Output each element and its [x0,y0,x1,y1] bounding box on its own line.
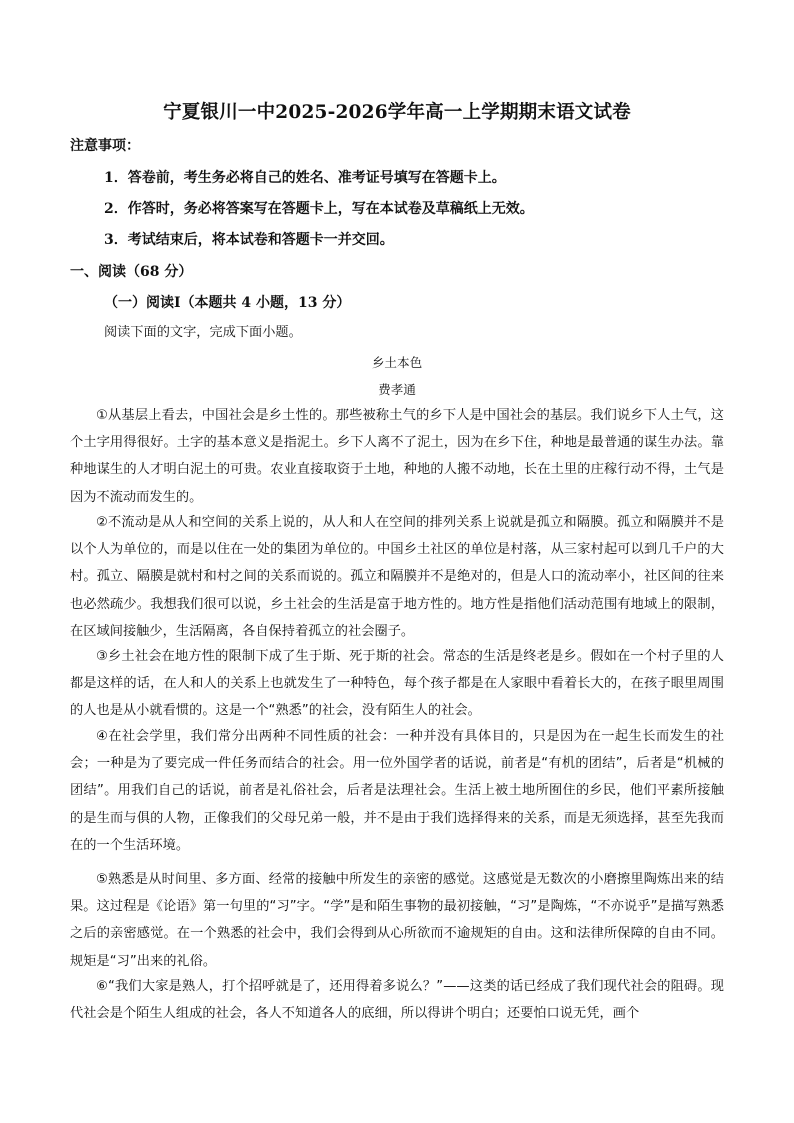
passage-paragraph-6: ⑥“我们大家是熟人，打个招呼就是了，还用得着多说么？”——这类的话已经成了我们现代社会的阻碍。现代社会是个陌生人组成的社会，各人不知道各人的底细，所以得讲个明白；还要怕口说无凭，画个 [70,979,724,1022]
passage-paragraph-5: ⑤熟悉是从时间里、多方面、经常的接触中所发生的亲密的感觉。这感觉是无数次的小磨擦里陶炼出来的结果。这过程是《论语》第一句里的“习”字。“学”是和陌生事物的最初接触，“习”是陶炼，“不亦说乎”是描写熟悉之后的亲密感觉。在一个熟悉的社会中，我们会得到从心所欲而不逾规矩的自由。这和法律所保障的自由不同。规矩是“习”出来的礼俗。 [70,872,724,969]
notice-item-2: 2．作答时，务必将答案写在答题卡上，写在本试卷及草稿纸上无效。 [104,201,534,217]
passage-paragraph-4: ④在社会学里，我们常分出两种不同性质的社会：一种并没有具体目的，只是因为在一起生长而发生的社会；一种是为了要完成一件任务而结合的社会。用一位外国学者的话说，前者是“有机的团结”，后者是“机械的团结”。用我们自己的话说，前者是礼俗社会，后者是法理社会。生活上被土地所囿住的乡民，他们平素所接触的是生而与俱的人物，正像我们的父母兄弟一般，并不是由于我们选择得来的关系，而是无须选择，甚至先我而在的一个生活环境。 [70,729,724,853]
passage-paragraph-2: ②不流动是从人和空间的关系上说的，从人和人在空间的排列关系上说就是孤立和隔膜。孤立和隔膜并不是以个人为单位的，而是以住在一处的集团为单位的。中国乡土社区的单位是村落，从三家村起可以到几千户的大村。孤立、隔膜是就村和村之间的关系而说的。孤立和隔膜并不是绝对的，但是人口的流动率小，社区间的往来也必然疏少。我想我们很可以说，乡土社会的生活是富于地方性的。地方性是指他们活动范围有地域上的限制，在区域间接触少，生活隔离，各自保持着孤立的社会圈子。 [70,515,724,639]
passage-author: 费孝通 [378,382,416,397]
section-heading: 一、阅读（68 分） [70,264,193,280]
notice-item-1: 1．答卷前，考生务必将自己的姓名、准考证号填写在答题卡上。 [104,170,506,186]
passage-title: 乡土本色 [371,355,423,370]
subsection-heading: （一）阅读Ⅰ（本题共 4 小题，13 分） [104,295,351,311]
passage-paragraph-3: ③乡土社会在地方性的限制下成了生于斯、死于斯的社会。常态的生活是终老是乡。假如在一个村子里的人都是这样的话，在人和人的关系上也就发生了一种特色，每个孩子都是在人家眼中看着长大的，在孩子眼里周围的人也是从小就看惯的。这是一个“熟悉”的社会，没有陌生人的社会。 [70,649,724,719]
notice-heading: 注意事项： [70,138,140,154]
passage-paragraph-1: ①从基层上看去，中国社会是乡土性的。那些被称土气的乡下人是中国社会的基层。我们说乡下人土气，这个土字用得很好。土字的基本意义是指泥土。乡下人离不了泥土，因为在乡下住，种地是最普通的谋生办法。靠种地谋生的人才明白泥土的可贵。农业直接取资于土地，种地的人搬不动地，长在土里的庄稼行动不得，土气是因为不流动而发生的。 [70,408,724,505]
reading-instruction: 阅读下面的文字，完成下面小题。 [104,325,302,340]
notice-item-3: 3．考试结束后，将本试卷和答题卡一并交回。 [104,232,394,248]
exam-title: 宁夏银川一中2025-2026学年高一上学期期末语文试卷 [163,102,631,123]
